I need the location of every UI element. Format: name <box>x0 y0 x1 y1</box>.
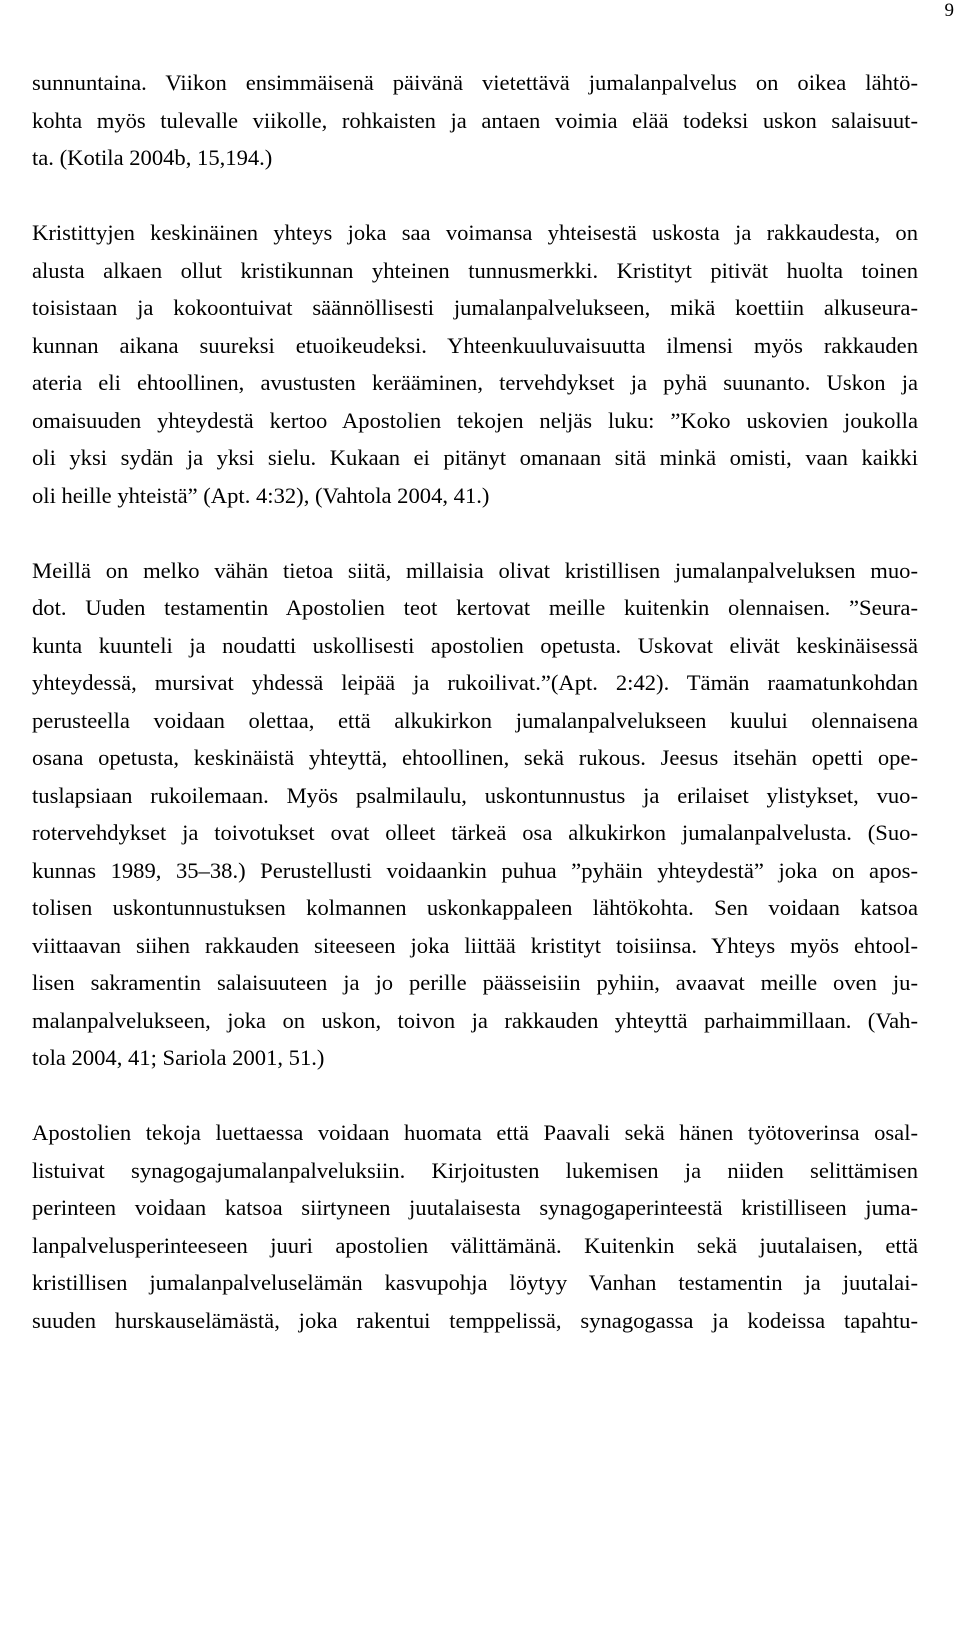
paragraph-2 <box>32 214 918 514</box>
text-line: osana opetusta, keskinäistä yhteyttä, ehtoollinen, sekä rukous. Jeesus itsehän opetti ope- <box>32 745 918 770</box>
text-line: sunnuntaina. Viikon ensimmäisenä päivänä vietettävä jumalanpalvelus on oikea lähtö- <box>32 70 918 95</box>
text-line: ta. (Kotila 2004b, 15,194.) <box>32 145 273 170</box>
text-line: lisen sakramentin salaisuuteen ja jo perille päässeisiin pyhiin, avaavat meille oven ju- <box>32 970 918 995</box>
paragraph-gap <box>32 177 918 215</box>
text-line: kohta myös tulevalle viikolle, rohkaisten ja antaen voimia elää todeksi uskon salaisuut- <box>32 107 918 133</box>
text-line: ateria eli ehtoollinen, avustusten kerääminen, tervehdykset ja pyhä suunanto. Uskon ja <box>32 370 918 395</box>
document-body <box>32 64 918 1339</box>
text-line: Meillä on melko vähän tietoa siitä, millaisia olivat kristillisen jumalanpalveluksen muo- <box>32 557 918 583</box>
text-line: malanpalvelukseen, joka on uskon, toivon ja rakkauden yhteyttä parhaimmillaan. (Vah- <box>32 1007 918 1033</box>
text-line: kunnas 1989, 35–38.) Perustellusti voidaankin puhua ”pyhäin yhteydestä” joka on apos- <box>32 857 918 883</box>
text-line: tolisen uskontunnustuksen kolmannen uskonkappaleen lähtökohta. Sen voidaan katsoa <box>32 895 918 920</box>
text-line: kunta kuunteli ja noudatti uskollisesti apostolien opetusta. Uskovat elivät keskinäisessä <box>32 632 918 658</box>
text-line: alusta alkaen ollut kristikunnan yhteinen tunnusmerkki. Kristityt pitivät huolta toinen <box>32 257 918 283</box>
paragraph-4 <box>32 1114 918 1339</box>
text-line: suuden hurskauselämästä, joka rakentui temppelissä, synagogassa ja kodeissa tapahtu- <box>32 1307 918 1333</box>
text-line: kristillisen jumalanpalveluselämän kasvupohja löytyy Vanhan testamentin ja juutalai- <box>32 1270 918 1295</box>
text-line: Apostolien tekoja luettaessa voidaan huomata että Paavali sekä hänen työtoverinsa osal- <box>32 1120 918 1145</box>
paragraph-gap <box>32 514 918 552</box>
text-line: tuslapsiaan rukoilemaan. Myös psalmilaulu, uskontunnustus ja erilaiset ylistykset, vuo- <box>32 782 918 808</box>
text-line: oli yksi sydän ja yksi sielu. Kukaan ei pitänyt omanaan sitä minkä omisti, vaan kaikki <box>32 445 918 470</box>
text-line: toisistaan ja kokoontuivat säännöllisesti jumalanpalvelukseen, mikä koettiin alkuseura- <box>32 295 918 320</box>
paragraph-gap <box>32 1077 918 1115</box>
text-line: omaisuuden yhteydestä kertoo Apostolien tekojen neljäs luku: ”Koko uskovien joukolla <box>32 407 918 433</box>
text-line: perusteella voidaan olettaa, että alkukirkon jumalanpalvelukseen kuului olennaisena <box>32 707 918 733</box>
text-line: oli heille yhteistä” (Apt. 4:32), (Vahtola 2004, 41.) <box>32 482 490 508</box>
text-line: lanpalvelusperinteeseen juuri apostolien välittämänä. Kuitenkin sekä juutalaisen, että <box>32 1232 918 1258</box>
text-line: tola 2004, 41; Sariola 2001, 51.) <box>32 1045 325 1070</box>
text-line: viittaavan siihen rakkauden siteeseen joka liittää kristityt toisiinsa. Yhteys myös ehtool- <box>32 932 918 958</box>
text-line: yhteydessä, mursivat yhdessä leipää ja rukoilivat.”(Apt. 2:42). Tämän raamatunkohdan <box>32 670 918 695</box>
text-line: listuivat synagogajumalanpalveluksiin. Kirjoitusten lukemisen ja niiden selittämisen <box>32 1157 918 1183</box>
text-line: dot. Uuden testamentin Apostolien teot kertovat meille kuitenkin olennaisen. ”Seura- <box>32 595 918 620</box>
text-line: rotervehdykset ja toivotukset ovat olleet tärkeä osa alkukirkon jumalanpalvelusta. (Suo- <box>32 820 918 845</box>
paragraph-1 <box>32 64 918 177</box>
paragraph-3 <box>32 552 918 1077</box>
page-number: 9 <box>944 0 954 21</box>
text-line: Kristittyjen keskinäinen yhteys joka saa voimansa yhteisestä uskosta ja rakkaudesta, on <box>32 220 918 245</box>
text-line: kunnan aikana suureksi etuoikeudeksi. Yhteenkuuluvaisuutta ilmensi myös rakkauden <box>32 332 918 358</box>
text-line: perinteen voidaan katsoa siirtyneen juutalaisesta synagogaperinteestä kristilliseen juma- <box>32 1195 918 1220</box>
